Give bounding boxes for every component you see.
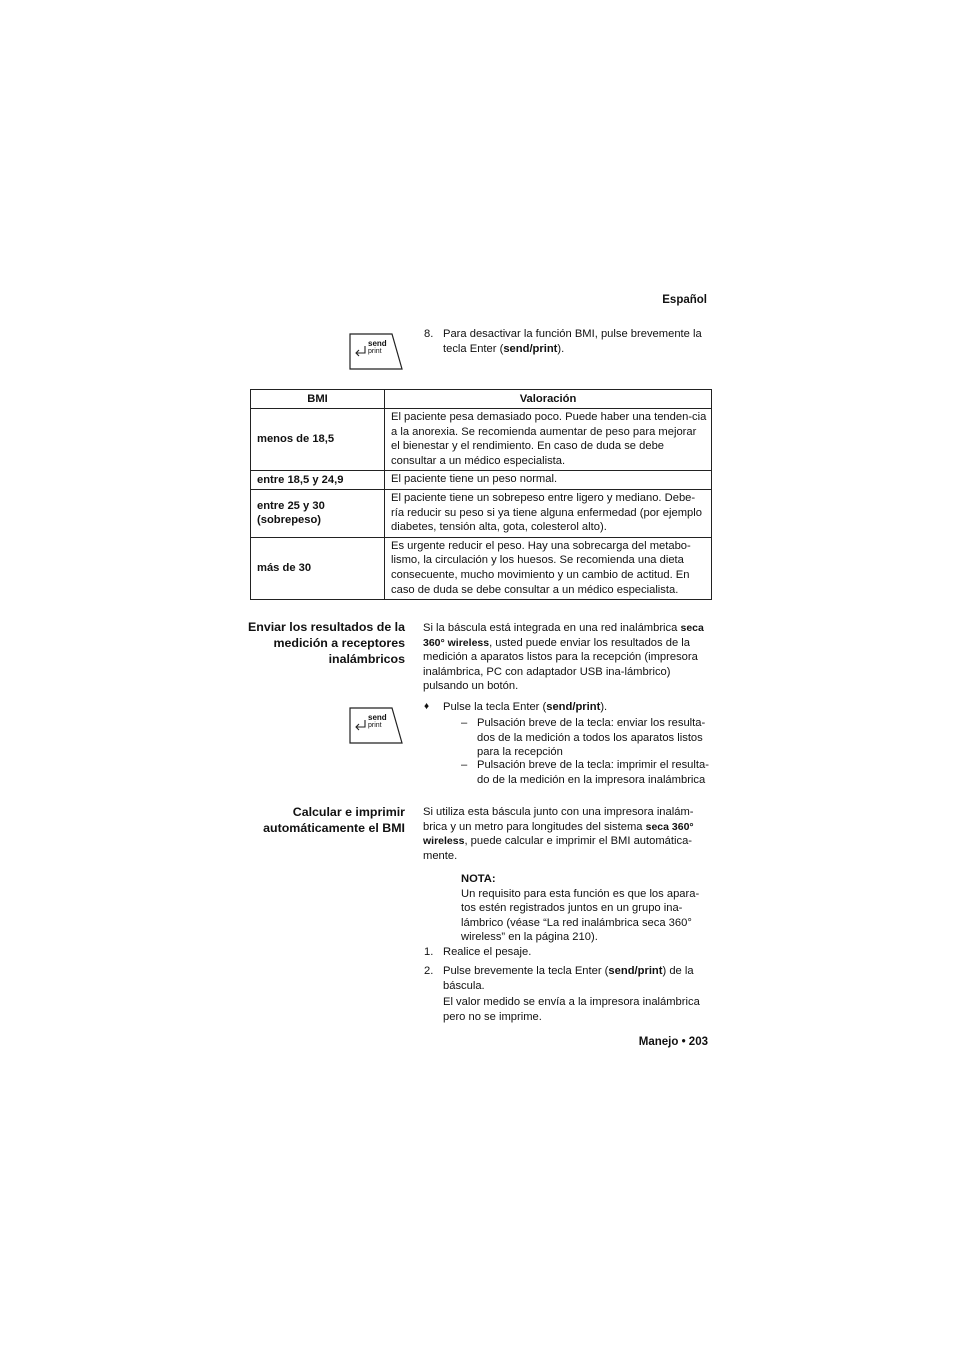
section2-paragraph <box>423 805 713 863</box>
section1-paragraph <box>423 621 713 694</box>
bullet-key-name: send/print <box>546 701 601 713</box>
key-send-label: send <box>368 339 387 348</box>
step-text-end: ). <box>557 342 565 355</box>
bullet-text-end: ). <box>600 701 608 713</box>
step-text: Para desactivar la función BMI, pulse brevemente la tecla Enter ( <box>443 328 702 355</box>
section-heading-enviar: Enviar los resultados de la medición a receptores inalámbricos <box>247 620 405 666</box>
section1-text: Si la báscula está integrada en una red inalámbrica <box>423 622 681 634</box>
table-row <box>251 537 712 599</box>
dash-marker: – <box>461 759 468 771</box>
section2-product-name: seca 360° wireless <box>423 820 694 848</box>
valoracion-cell: El paciente tiene un peso normal. <box>385 471 712 490</box>
note-text: Un requisito para esta función es que los apara-tos estén registrados juntos en un grupo ina-lámbrico (véase “La red inalámbrica seca 360° wireless” en la página 210). <box>461 887 700 944</box>
section2-text: Si utiliza esta báscula junto con una impresora inalám-brica y un metro para longitudes del sistema <box>423 806 694 833</box>
section1-text-end: , usted puede enviar los resultados de la medición a aparatos listos para la recepción (impresora inalámbrica, PC con adaptador USB ina-lámbrico) pulsando un botón. <box>423 636 698 693</box>
bullet-item <box>424 700 714 715</box>
bmi-range-cell: entre 25 y 30 (sobrepeso) <box>251 489 385 537</box>
send-print-key-icon <box>348 706 404 744</box>
key-print-label: print <box>368 722 382 729</box>
valoracion-cell: Es urgente reducir el peso. Hay una sobrecarga del metabo-lismo, la circulación y los huesos. Se recomienda una dieta consecuente, mucho movimiento y un cambio de actitud. En caso de duda se debe consultar a un médico especialista. <box>385 537 712 599</box>
step-1 <box>424 945 714 960</box>
sub-item-text: Pulsación breve de la tecla: imprimir el resulta-do de la medición en la impresora inalámbrica <box>477 759 709 786</box>
note-box <box>461 872 713 945</box>
valoracion-cell: El paciente tiene un sobrepeso entre ligero y mediano. Debe-ría reducir su peso si ya tiene alguna enfermedad (por ejemplo diabetes, tensión alta, gota, colesterol alto). <box>385 489 712 537</box>
key-print-label: print <box>368 348 382 355</box>
column-header-bmi: BMI <box>251 390 385 409</box>
language-label: Español <box>662 294 707 306</box>
column-header-valoracion: Valoración <box>385 390 712 409</box>
sub-item <box>461 716 713 760</box>
step-2 <box>424 964 714 1024</box>
step-8 <box>424 327 714 356</box>
note-title: NOTA: <box>461 873 496 885</box>
table-row <box>251 489 712 537</box>
sub-item-text: Pulsación breve de la tecla: enviar los resulta-dos de la medición a todos los aparatos listos para la recepción <box>477 717 706 759</box>
bmi-table <box>250 389 712 600</box>
step-text: Pulse brevemente la tecla Enter ( <box>443 965 609 977</box>
step-text-end: ) de la báscula. <box>443 965 694 992</box>
bmi-range-cell: entre 18,5 y 24,9 <box>251 471 385 490</box>
section1-product-name: seca 360° wireless <box>423 622 704 649</box>
dash-marker: – <box>461 717 468 729</box>
key-send-label: send <box>368 713 387 722</box>
table-row <box>251 471 712 490</box>
section2-text-end: , puede calcular e imprimir el BMI automática-mente. <box>423 835 693 862</box>
sub-item <box>461 758 713 787</box>
bullet-text: Pulse la tecla Enter ( <box>443 701 547 713</box>
table-header-row <box>251 390 712 409</box>
step-number: 8. <box>424 328 434 340</box>
bmi-range-cell: más de 30 <box>251 537 385 599</box>
step-number: 1. <box>424 946 434 958</box>
valoracion-cell: El paciente pesa demasiado poco. Puede haber una tenden-cia a la anorexia. Se recomienda aumentar de peso para mejorar el bienestar y el rendimiento. En caso de duda se debe consultar a un médico especialista. <box>385 409 712 471</box>
step-key-name: send/print <box>608 965 663 977</box>
step-number: 2. <box>424 965 434 977</box>
step-result-text: El valor medido se envía a la impresora inalámbrica pero no se imprime. <box>443 996 700 1023</box>
diamond-bullet-icon: ♦ <box>424 701 430 712</box>
table-row <box>251 409 712 471</box>
page-footer: Manejo • 203 <box>638 1036 708 1048</box>
bmi-range-cell: menos de 18,5 <box>251 409 385 471</box>
section-heading-calcular: Calcular e imprimir automáticamente el BMI <box>263 805 405 835</box>
send-print-key-icon <box>348 332 404 370</box>
step-key-name: send/print <box>503 342 558 355</box>
step-text: Realice el pesaje. <box>443 946 532 958</box>
